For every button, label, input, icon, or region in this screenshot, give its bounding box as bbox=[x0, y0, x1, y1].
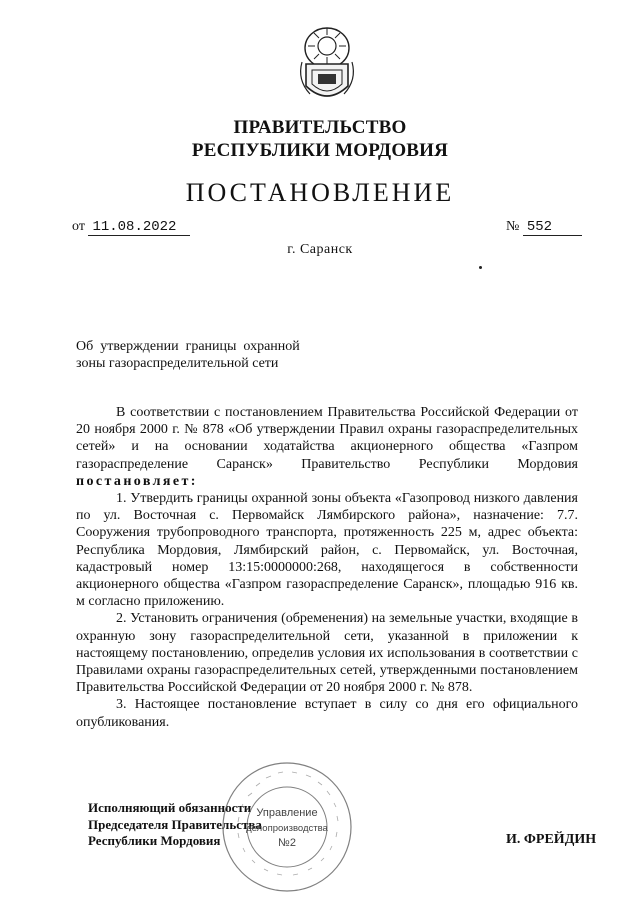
subject-line1: Об утверждении границы охранной bbox=[76, 339, 300, 354]
official-stamp bbox=[218, 758, 356, 896]
resolves-keyword: постановляет: bbox=[76, 473, 198, 489]
document-body bbox=[76, 404, 578, 731]
coat-of-arms-emblem bbox=[294, 22, 360, 110]
stamp-center-line2: делопроизводства bbox=[246, 823, 328, 834]
org-name-line2: РЕСПУБЛИКИ МОРДОВИЯ bbox=[191, 140, 449, 161]
item-2-paragraph: 2. Установить ограничения (обременения) на земельные участки, входящие в охранную зону газораспределительной сети, указанной в приложении к настоящему постановлению, определив условия их использования в соответствии с Правилами охраны газораспределительных сетей, утвержденными постановлением Правительства Российской Федерации от 20 ноября 2000 г. № 878. bbox=[76, 611, 578, 696]
date-field bbox=[72, 219, 190, 236]
document-subject bbox=[76, 338, 300, 372]
stamp-center-line3: №2 bbox=[278, 837, 296, 849]
intro-text: В соответствии с постановлением Правительства Российской Федерации от 20 ноября 2000 г. № 878 «Об утверждении Правил охраны газораспределительных сетей» и на основании ходатайства акционерного общества «Газпром газораспределение Саранск» Правительство Республики Мордовия bbox=[76, 405, 578, 472]
intro-paragraph bbox=[76, 404, 578, 490]
item-3-paragraph: 3. Настоящее постановление вступает в силу со дня его официального опубликования. bbox=[76, 697, 578, 730]
date-prefix: от bbox=[72, 219, 85, 234]
signatory-title-line1: Исполняющий обязанности bbox=[88, 800, 252, 815]
signatory-name: И. ФРЕЙДИН bbox=[506, 832, 597, 847]
signatory-title-line3: Республики Мордовия bbox=[88, 833, 221, 848]
item-1-paragraph: 1. Утвердить границы охранной зоны объекта «Газопровод низкого давления по ул. Восточная с. Первомайск Лямбирского района», назначение: 7.7. Сооружения трубопроводного транспорта, протяженность 225 м, адрес объекта: Республика Мордовия, Лямбирский район, с. Первомайск, ул. Восточная, кадастровый номер 13:15:0000000:268, находящегося в собственности акционерного общества «Газпром газораспределение Саранск», площадью 916 кв. м согласно приложению. bbox=[76, 491, 578, 610]
document-date: 11.08.2022 bbox=[88, 219, 190, 236]
stray-dot bbox=[479, 266, 482, 269]
document-number: 552 bbox=[523, 219, 582, 236]
number-prefix: № bbox=[506, 219, 520, 234]
subject-line2: зоны газораспределительной сети bbox=[76, 356, 279, 371]
number-field bbox=[506, 219, 582, 236]
signatory-title-line2: Председателя Правительства bbox=[88, 816, 262, 832]
org-name-line1: ПРАВИТЕЛЬСТВО bbox=[233, 117, 407, 138]
city-line: г. Саранск bbox=[287, 242, 353, 257]
document-type-title: ПОСТАНОВЛЕНИЕ bbox=[185, 178, 455, 207]
stamp-center-line1: Управление bbox=[256, 807, 318, 819]
